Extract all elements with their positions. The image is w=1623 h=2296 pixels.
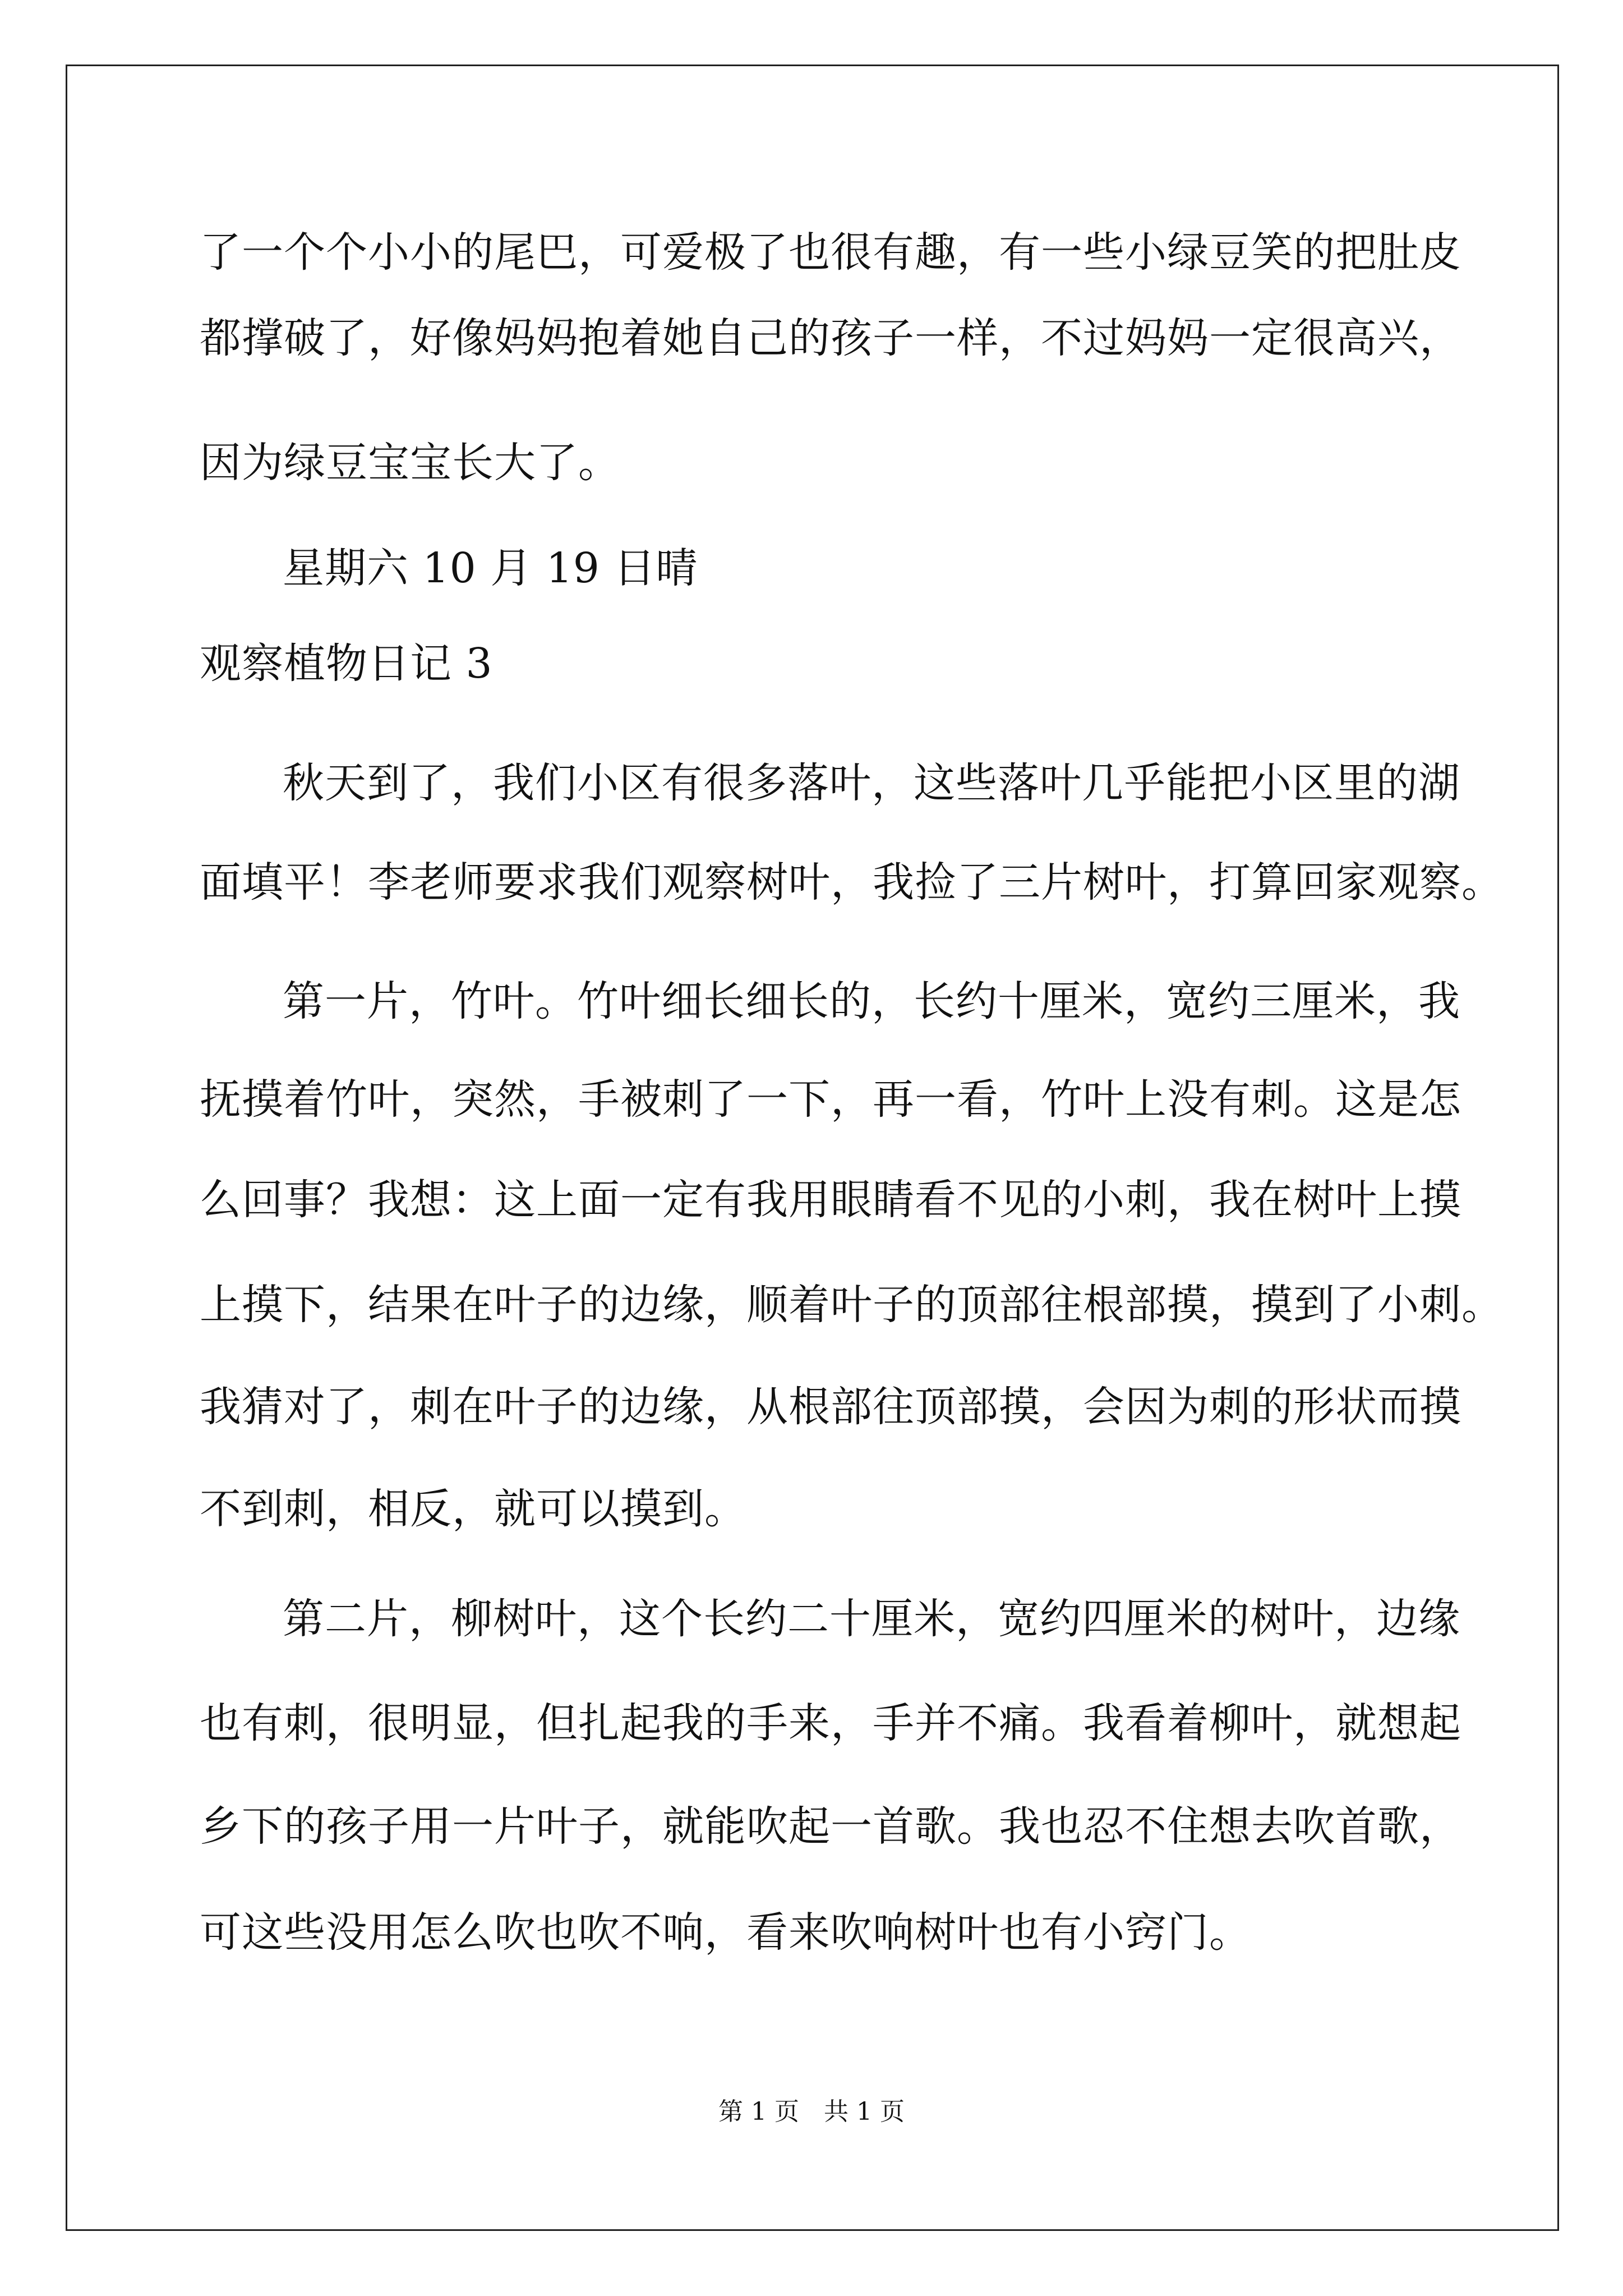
- paragraph-line: 都撑破了，好像妈妈抱着她自己的孩子一样，不过妈妈一定很高兴，: [200, 314, 1461, 362]
- paragraph-line: 乡下的孩子用一片叶子，就能吹起一首歌。我也忍不住想去吹首歌，: [200, 1802, 1461, 1851]
- paragraph-line: 可这些没用怎么吹也吹不响，看来吹响树叶也有小窍门。: [200, 1908, 1251, 1957]
- paragraph-line: 第一片，竹叶。竹叶细长细长的，长约十厘米，宽约三厘米，我: [283, 977, 1460, 1025]
- paragraph-line: 不到刺，相反，就可以摸到。: [200, 1485, 746, 1533]
- section-title: 观察植物日记 3: [200, 639, 493, 688]
- paragraph-line: 抚摸着竹叶，突然，手被刺了一下，再一看，竹叶上没有刺。这是怎: [200, 1075, 1461, 1124]
- paragraph-line: 秋天到了，我们小区有很多落叶，这些落叶几乎能把小区里的湖: [283, 759, 1460, 807]
- paragraph-line: 也有刺，很明显，但扎起我的手来，手并不痛。我看着柳叶，就想起: [200, 1699, 1461, 1747]
- paragraph-line: 上摸下，结果在叶子的边缘，顺着叶子的顶部往根部摸，摸到了小刺。: [200, 1281, 1504, 1329]
- paragraph-line: 面填平！李老师要求我们观察树叶，我捡了三片树叶，打算回家观察。: [200, 858, 1504, 907]
- page-number-footer: 第 1 页 共 1 页: [718, 2097, 905, 2126]
- paragraph-line: 我猜对了，刺在叶子的边缘，从根部往顶部摸，会因为刺的形状而摸: [200, 1383, 1461, 1431]
- paragraph-line: 了一个个小小的尾巴，可爱极了也很有趣，有一些小绿豆笑的把肚皮: [200, 228, 1461, 277]
- paragraph-line: 第二片，柳树叶，这个长约二十厘米，宽约四厘米的树叶，边缘: [283, 1595, 1460, 1643]
- paragraph-line: 因为绿豆宝宝长大了。: [200, 439, 620, 487]
- paragraph-line: 么回事？我想：这上面一定有我用眼睛看不见的小刺，我在树叶上摸: [200, 1176, 1461, 1224]
- date-weather-line: 星期六 10 月 19 日晴: [283, 544, 698, 592]
